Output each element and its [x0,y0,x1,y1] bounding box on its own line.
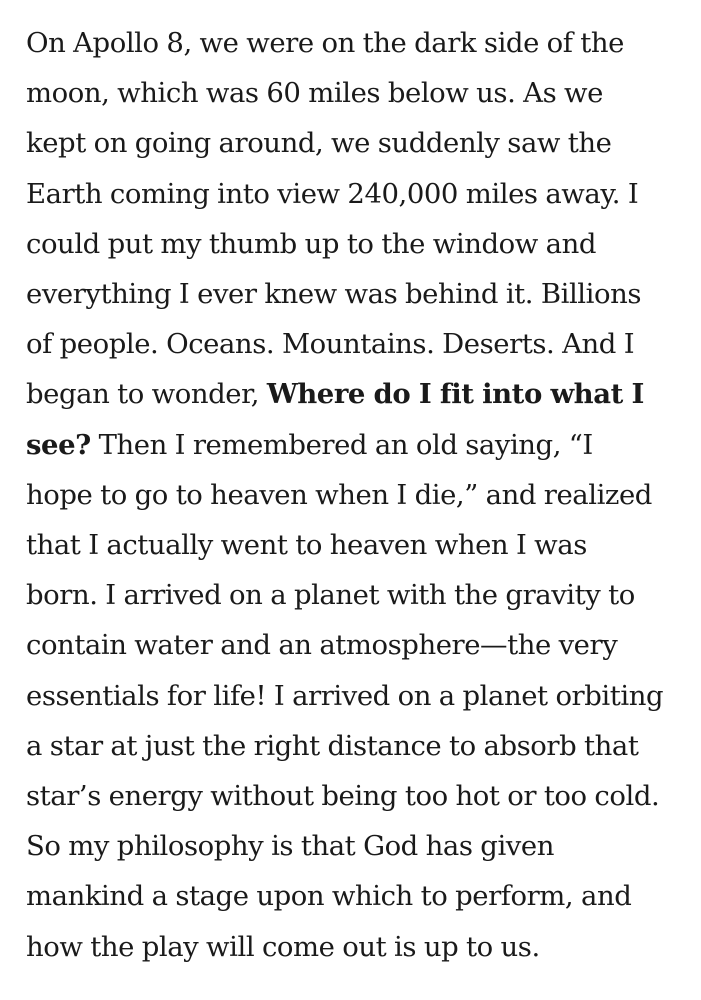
text-line [26,219,686,269]
text-run: born. I arrived on a planet with the gravity to [26,579,635,612]
text-line [26,269,686,319]
text-run: So my philosophy is that God has given [26,830,554,863]
text-line [26,922,686,972]
text-run: could put my thumb up to the window and [26,227,596,260]
text-run: how the play will come out is up to us. [26,930,540,963]
text-run: essentials for life! I arrived on a planet orbiting [26,679,664,712]
text-line [26,620,686,670]
text-line [26,18,686,68]
text-run: hope to go to heaven when I die,” and realized [26,478,652,511]
text-run: star’s energy without being too hot or too cold. [26,780,660,813]
emphasis-question: Where do I fit into what I [266,378,644,411]
text-line [26,68,686,118]
quote-paragraph [26,18,686,972]
text-line [26,671,686,721]
text-line [26,118,686,168]
text-run: Then I remembered an old saying, “I [90,428,593,461]
text-line [26,821,686,871]
emphasis-question-end: see? [26,428,91,461]
text-line [26,470,686,520]
text-line [26,420,686,470]
text-line [26,520,686,570]
text-run: mankind a stage upon which to perform, and [26,880,632,913]
text-run: that I actually went to heaven when I was [26,529,587,562]
text-run: contain water and an atmosphere—the very [26,629,618,662]
text-line [26,369,686,419]
text-run: a star at just the right distance to absorb that [26,729,639,762]
text-line [26,771,686,821]
text-run: of people. Oceans. Mountains. Deserts. And I [26,328,635,361]
text-run: began to wonder, [26,378,267,411]
text-run: Earth coming into view 240,000 miles away. I [26,177,639,210]
text-line [26,721,686,771]
text-line [26,871,686,921]
text-run: kept on going around, we suddenly saw the [26,127,612,160]
text-run: On Apollo 8, we were on the dark side of the [26,27,624,59]
text-line [26,319,686,369]
text-line [26,570,686,620]
text-line [26,169,686,219]
article-body [26,18,686,972]
text-run: everything I ever knew was behind it. Billions [26,278,642,311]
text-run: moon, which was 60 miles below us. As we [26,77,603,110]
